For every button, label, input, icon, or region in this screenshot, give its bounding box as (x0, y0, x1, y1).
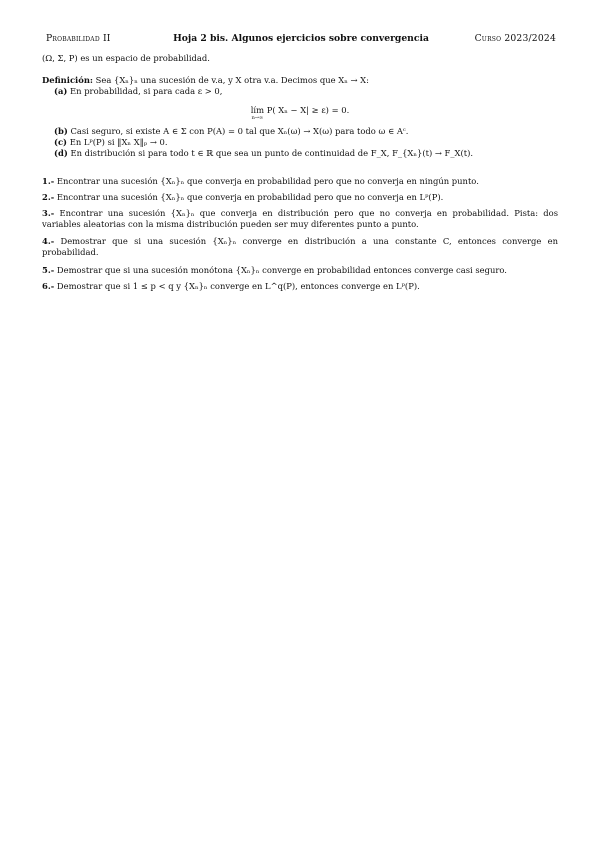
exercise-text: Encontrar una sucesión {Xₙ}ₙ que converja en distribución pero que no converja en probabilidad. Pista: dos variables aleatorias con la misma distribución pueden ser muy diferentes punto a punto. (42, 208, 558, 229)
exercise-1 (42, 176, 558, 187)
exercise-5 (42, 265, 558, 276)
exercise-4 (42, 236, 558, 258)
exercise-number: 2.- (42, 192, 55, 202)
intro-text: (Ω, Σ, P) es un espacio de probabilidad. (42, 53, 210, 63)
definition-item-c (54, 137, 168, 148)
lim-subscript: n→∞ (251, 115, 264, 121)
course-year: Curso 2023/2024 (474, 33, 556, 44)
definition-text: Sea {Xₙ}ₙ una sucesión de v.a, y X otra v.a. Decimos que Xₙ → X: (93, 75, 369, 85)
exercise-text: Encontrar una sucesión {Xₙ}ₙ que converja en probabilidad pero que no converja en ningún punto. (54, 176, 479, 186)
exercise-text: Demostrar que si una sucesión {Xₙ}ₙ converge en distribución a una constante C, entonces converge en probabilidad. (42, 236, 558, 257)
exercise-6 (42, 281, 558, 292)
lim-symbol: lím (250, 105, 265, 115)
definition-item-d (54, 148, 473, 159)
definition-line (42, 75, 369, 86)
definition-item-a (54, 86, 222, 97)
probability-limit-equation (42, 105, 558, 122)
equation-body: P( Xₙ − X| ≥ ε) = 0. (266, 105, 350, 115)
item-tag: (b) (54, 126, 68, 136)
item-tag: (c) (54, 137, 68, 147)
item-text: En Lᵖ(P) si ‖Xₙ X‖ₚ → 0. (69, 137, 168, 147)
exercise-number: 4.- (42, 236, 55, 246)
item-tag: (a) (54, 86, 68, 96)
exercise-number: 3.- (42, 208, 55, 218)
exercise-number: 6.- (42, 281, 55, 291)
exercise-3 (42, 208, 558, 230)
exercise-number: 1.- (42, 176, 55, 186)
item-text: En distribución si para todo t ∈ ℝ que sea un punto de continuidad de F_X, F_{Xₙ}(t) → F_X(t). (70, 148, 474, 158)
definition-item-b (54, 126, 408, 137)
exercise-number: 5.- (42, 265, 55, 275)
exercise-2 (42, 192, 558, 203)
exercise-text: Demostrar que si una sucesión monótona {Xₙ}ₙ converge en probabilidad entonces converge casi seguro. (54, 265, 507, 275)
item-tag: (d) (54, 148, 68, 158)
exercise-text: Encontrar una sucesión {Xₙ}ₙ que converja en probabilidad pero que no converja en Lᵖ(P). (54, 192, 444, 202)
item-text: Casi seguro, si existe A ∈ Σ con P(A) = 0 tal que Xₙ(ω) → X(ω) para todo ω ∈ Aᶜ. (70, 126, 409, 136)
exercise-text: Demostrar que si 1 ≤ p < q y {Xₙ}ₙ converge en L^q(P), entonces converge en Lᵖ(P). (54, 281, 420, 291)
course-name: Probabilidad II (46, 33, 111, 44)
definition-label: Definición: (42, 75, 93, 85)
limit-operator (251, 106, 264, 122)
item-text: En probabilidad, si para cada ε > 0, (70, 86, 223, 96)
sheet-title: Hoja 2 bis. Algunos ejercicios sobre convergencia (173, 33, 429, 44)
